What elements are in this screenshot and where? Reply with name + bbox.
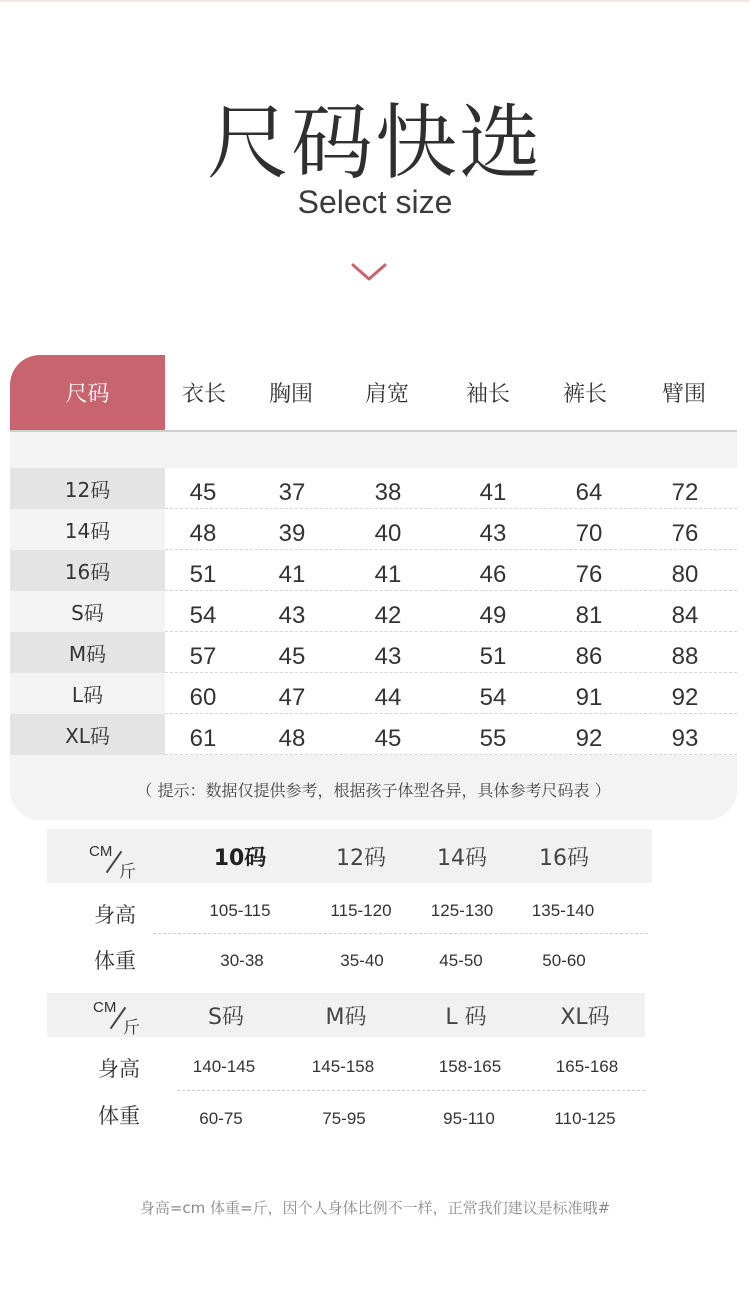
column-header-sleeve: 袖长 xyxy=(465,382,510,407)
height-value: 105-115 xyxy=(209,901,271,920)
cell-value: 48 xyxy=(189,519,217,547)
height-label: 身高 xyxy=(98,1057,140,1081)
cell-value: 84 xyxy=(671,601,699,629)
row-size-label: XL码 xyxy=(10,714,165,755)
size-chart-note: （ 提示：数据仅提供参考，根据孩子体型各异，具体参考尺码表 ） xyxy=(136,781,611,800)
height-value: 135-140 xyxy=(531,901,595,920)
cell-value: 45 xyxy=(189,478,217,506)
size-header: 14码 xyxy=(437,845,487,871)
weight-value: 45-50 xyxy=(439,951,483,970)
adult-table-header xyxy=(47,993,645,1037)
cell-value: 43 xyxy=(278,601,306,629)
cell-value: 38 xyxy=(374,478,402,506)
weight-label: 体重 xyxy=(94,949,136,973)
weight-value: 50-60 xyxy=(542,951,586,970)
table-row xyxy=(10,509,737,550)
column-header-size: 尺码 xyxy=(10,355,165,430)
footer-note: 身高=cm 体重=斤，因个人身体比例不一样，正常我们建议是标准哦# xyxy=(139,1199,611,1217)
cell-value: 48 xyxy=(278,724,306,752)
column-headers xyxy=(165,355,737,430)
cell-value: 49 xyxy=(479,601,507,629)
cell-value: 88 xyxy=(671,642,699,670)
cell-value: 92 xyxy=(575,724,603,752)
table-row xyxy=(10,632,737,673)
cell-value: 91 xyxy=(575,683,603,711)
cell-value: 64 xyxy=(575,478,603,506)
height-value: 115-120 xyxy=(330,901,392,920)
cell-value: 46 xyxy=(479,560,507,588)
cell-value: 55 xyxy=(479,724,507,752)
cell-value: 54 xyxy=(479,683,507,711)
row-size-label: 14码 xyxy=(64,519,111,543)
kids-table-header xyxy=(47,829,652,883)
cell-value: 40 xyxy=(374,519,402,547)
table-row xyxy=(10,714,737,755)
row-size-label: L码 xyxy=(71,683,104,707)
cell-value: 43 xyxy=(479,519,507,547)
table-row xyxy=(10,550,737,591)
size-header: XL码 xyxy=(560,1004,610,1030)
row-size-label: S码 xyxy=(71,601,104,625)
cell-value: 45 xyxy=(278,642,306,670)
cell-value: 81 xyxy=(575,601,603,629)
table-row xyxy=(10,591,737,632)
cell-value: 60 xyxy=(189,683,217,711)
unit-label xyxy=(89,843,149,883)
adult-height-weight-table xyxy=(47,993,652,1143)
weight-value: 95-110 xyxy=(443,1109,495,1128)
row-values xyxy=(165,714,737,755)
cell-value: 42 xyxy=(374,601,402,629)
weight-value: 35-40 xyxy=(340,951,384,970)
cell-value: 43 xyxy=(374,642,402,670)
height-value: 158-165 xyxy=(438,1057,502,1076)
cell-value: 93 xyxy=(671,724,699,752)
table-row xyxy=(10,468,737,509)
cell-value: 37 xyxy=(278,478,306,506)
row-values xyxy=(165,509,737,550)
size-chart-card xyxy=(10,355,737,820)
row-size-label: 12码 xyxy=(10,468,165,509)
row-values xyxy=(165,468,737,509)
cell-value: 70 xyxy=(575,519,603,547)
size-header: 12码 xyxy=(336,845,386,871)
size-header: S码 xyxy=(208,1004,244,1030)
weight-label: 体重 xyxy=(98,1104,140,1128)
size-header: L 码 xyxy=(445,1004,487,1030)
row-size-label: 16码 xyxy=(10,550,165,591)
size-header: M码 xyxy=(325,1004,367,1030)
page-subtitle: Select size xyxy=(297,184,453,220)
chevron-down-icon xyxy=(350,262,388,282)
row-values xyxy=(165,550,737,591)
column-header-length: 衣长 xyxy=(181,382,226,407)
cell-value: 45 xyxy=(374,724,402,752)
height-label: 身高 xyxy=(94,903,136,927)
height-value: 145-158 xyxy=(311,1057,375,1076)
height-value: 165-168 xyxy=(555,1057,619,1076)
top-divider xyxy=(0,0,750,2)
weight-value: 110-125 xyxy=(554,1109,616,1128)
page-title: 尺码快选 xyxy=(206,96,543,191)
weight-value: 60-75 xyxy=(199,1109,243,1128)
unit-cm: CM xyxy=(89,843,113,860)
cell-value: 76 xyxy=(575,560,603,588)
column-header-pants: 裤长 xyxy=(562,382,607,407)
kids-height-weight-table xyxy=(47,829,652,973)
table-row xyxy=(10,673,737,714)
cell-value: 54 xyxy=(189,601,217,629)
unit-jin: 斤 xyxy=(123,1018,140,1037)
unit-jin: 斤 xyxy=(119,862,136,881)
row-values xyxy=(165,632,737,673)
size-header: 10码 xyxy=(213,845,267,871)
row-divider xyxy=(153,933,648,934)
row-divider xyxy=(177,1090,645,1091)
column-header-arm: 臂围 xyxy=(661,382,706,407)
cell-value: 80 xyxy=(671,560,699,588)
unit-cm: CM xyxy=(93,999,117,1016)
unit-label xyxy=(93,999,153,1039)
cell-value: 44 xyxy=(374,683,402,711)
size-chart-header xyxy=(10,355,737,432)
cell-value: 51 xyxy=(479,642,507,670)
row-values xyxy=(165,673,737,714)
cell-value: 39 xyxy=(278,519,306,547)
row-size-label: M码 xyxy=(10,632,165,673)
weight-value: 30-38 xyxy=(220,951,264,970)
cell-value: 86 xyxy=(575,642,603,670)
cell-value: 72 xyxy=(671,478,699,506)
cell-value: 61 xyxy=(189,724,217,752)
size-header: 16码 xyxy=(539,845,589,871)
row-values xyxy=(165,591,737,632)
height-value: 140-145 xyxy=(192,1057,256,1076)
cell-value: 41 xyxy=(374,560,402,588)
cell-value: 41 xyxy=(479,478,507,506)
cell-value: 76 xyxy=(671,519,699,547)
column-header-shoulder: 肩宽 xyxy=(364,382,409,407)
cell-value: 92 xyxy=(671,683,699,711)
weight-value: 75-95 xyxy=(322,1109,366,1128)
column-header-chest: 胸围 xyxy=(268,382,313,407)
cell-value: 41 xyxy=(278,560,306,588)
height-value: 125-130 xyxy=(430,901,494,920)
cell-value: 51 xyxy=(189,560,217,588)
cell-value: 57 xyxy=(189,642,217,670)
cell-value: 47 xyxy=(278,683,306,711)
